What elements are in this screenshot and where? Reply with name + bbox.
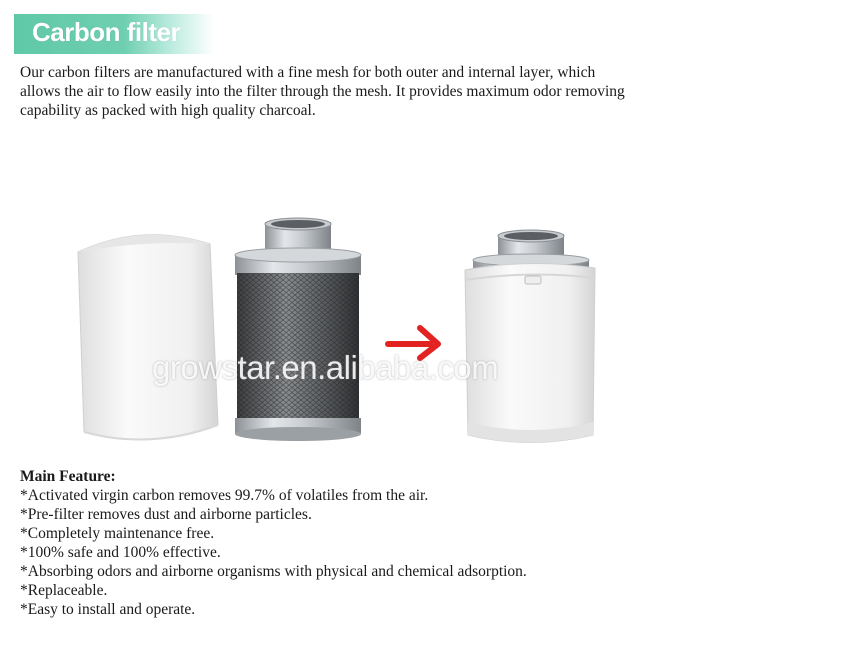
product-illustration bbox=[70, 210, 630, 460]
feature-item: *Absorbing odors and airborne organisms with physical and chemical adsorption. bbox=[20, 563, 527, 580]
feature-item: *Pre-filter removes dust and airborne particles. bbox=[20, 506, 312, 523]
feature-item: *Replaceable. bbox=[20, 582, 108, 599]
main-feature-section bbox=[20, 467, 527, 619]
pre-filter-sleeve bbox=[78, 235, 218, 440]
feature-item: *Activated virgin carbon removes 99.7% of volatiles from the air. bbox=[20, 487, 429, 504]
feature-item: *Completely maintenance free. bbox=[20, 525, 215, 542]
intro-paragraph: Our carbon filters are manufactured with a fine mesh for both outer and internal layer, which allows the air to flow easily into the filter through the mesh. It provides maximum odor removing capability as packed with high quality charcoal. bbox=[20, 64, 625, 119]
title-banner bbox=[14, 14, 214, 54]
feature-item: *100% safe and 100% effective. bbox=[20, 544, 221, 561]
features-heading: Main Feature: bbox=[20, 468, 116, 485]
product-photo bbox=[70, 210, 630, 460]
watermark: growstar.en.alibaba.com bbox=[152, 349, 499, 386]
feature-item: *Easy to install and operate. bbox=[20, 601, 196, 618]
page-title: Carbon filter bbox=[32, 17, 181, 47]
carbon-filter bbox=[235, 218, 361, 441]
assembled-filter bbox=[465, 230, 595, 443]
